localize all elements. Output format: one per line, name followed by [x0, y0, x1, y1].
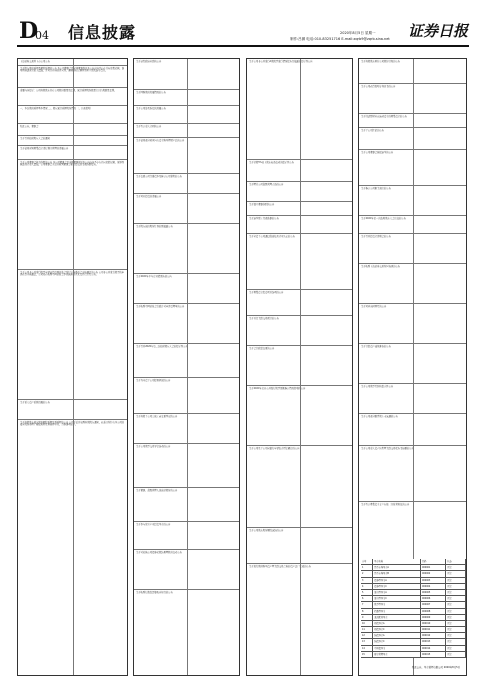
table-cell: 基金名称	[373, 559, 421, 564]
table-cell: 000013	[421, 639, 446, 644]
table-cell: 纯债基金A	[373, 633, 421, 638]
announcement-text: 重要内容提示：公司控股股东持有公司股份数量及比例，累计质押股份数量占其持股数量比例。	[20, 88, 117, 92]
table-cell: 纯债基金C	[373, 639, 421, 644]
announcement-text: 关于子公司注销的公告	[361, 128, 384, 132]
announcement-text: 关于可转换公司债券转股结果暨股份变动公告	[136, 550, 182, 554]
table-cell: 序号	[361, 559, 373, 564]
column-4	[358, 58, 467, 676]
table-cell: 000008	[421, 609, 446, 614]
table-cell: 5	[361, 590, 373, 595]
announcement-text: 关于控股股东增持公司股份计划的公告	[361, 59, 401, 63]
table-cell: 8	[361, 609, 373, 614]
table-cell: 000011	[421, 627, 446, 632]
announcement-text: 关于2020年半年度业绩预告的公告	[136, 274, 172, 278]
announcement-text: 关于公司非公开发行A股股票发行情况报告书披露的提示性公告	[249, 59, 313, 63]
announcement-text: 关于会计政策变更的公告	[249, 346, 275, 350]
announcement-text: 关于召开投资者说明会的公告	[361, 234, 391, 238]
date-line: 2020年8月5日 星期一	[340, 31, 376, 35]
announcement-text: 关于控股子公司完成工商变更登记的公告	[136, 414, 178, 418]
table-cell: 正常	[446, 602, 466, 607]
table-cell: 债券型基金C	[373, 584, 421, 589]
table-cell: 000001	[421, 565, 446, 570]
table-cell: 000014	[421, 646, 446, 651]
table-cell: 正常	[446, 639, 466, 644]
announcement-text: 关于召开临时股东大会的通知	[20, 136, 50, 140]
table-cell: 货币市场基金B	[373, 571, 421, 576]
table-cell: 正常	[446, 621, 466, 626]
table-row	[361, 652, 466, 658]
announcement-text: 关于公司股东股份解除冻结的公告	[249, 528, 284, 532]
announcement-text: 关于公司董事会换届选举的公告	[361, 150, 394, 154]
table-cell: 正常	[446, 615, 466, 620]
table-cell: 现金管理基金	[373, 652, 421, 657]
announcement-text: 关于股东减持股份计划的预披露公告	[136, 224, 173, 228]
table-cell: 正常	[446, 609, 466, 614]
page-number: 04	[35, 29, 49, 42]
column-divider	[187, 59, 188, 675]
table-cell: 指数型基金	[373, 609, 421, 614]
table-cell: 9	[361, 615, 373, 620]
table-cell: 000005	[421, 590, 446, 595]
section-letter: D	[19, 18, 39, 44]
announcement-text: 关于使用部分闲置自有资金购买理财产品的公告	[136, 138, 185, 142]
table-cell: 000002	[421, 571, 446, 576]
table-cell: 2	[361, 571, 373, 576]
table-cell: 11	[361, 627, 373, 632]
announcement-text: 关于发行股份购买资产暨关联交易之标的资产过户完成的公告	[249, 564, 312, 568]
column-2	[133, 58, 240, 676]
announcement-text: 关于公司涉及诉讼的进展公告	[136, 106, 166, 110]
table-cell: 13	[361, 639, 373, 644]
announcement-text: 关于董事、高级管理人员减持股份的公告	[136, 488, 178, 492]
announcement-text: 一、本次股份质押基本情况 二、股东累计质押股份情况 三、其他说明	[20, 106, 91, 110]
announcement-text: 关于收到上海证券交易所问询函的公告	[361, 264, 401, 268]
announcement-text: 关于股东股份质押及解除质押的公告 本公司董事会及全体董事保证本公告内容不存在任何虚假记载、误导性陈述或者重大遗漏，并对其内容的真实性、准确性和完整性承担个别及连带责任。	[20, 66, 125, 73]
editor-line: 制作:吕渊 电话:010-83251716 E-mail:zqrb9@zqrb.sina.net	[290, 37, 390, 41]
table-cell: 3	[361, 578, 373, 583]
table-cell: 000015	[421, 652, 446, 657]
announcement-text: 关于重大资产重组进展的公告	[20, 400, 50, 404]
announcement-text: 关于2020年度非公开发行股票预案修订情况说明的公告	[249, 386, 306, 390]
table-cell: 000003	[421, 578, 446, 583]
announcement-text: 关于参与设立产业投资基金的公告	[136, 522, 171, 526]
table-cell: 状态	[446, 559, 466, 564]
table-cell: 6	[361, 596, 373, 601]
table-cell: 正常	[446, 652, 466, 657]
fund-table	[361, 559, 466, 658]
table-cell: 正常	[446, 565, 466, 570]
announcement-text: 特此公告。董事会	[20, 124, 39, 128]
header-rule	[17, 45, 469, 47]
table-cell: 正常	[446, 584, 466, 589]
announcement-text: 关于选举职工代表监事的公告	[249, 216, 279, 220]
table-cell: 正常	[446, 571, 466, 576]
announcement-text: 关于签订募集资金专户存储三方监管协议的公告	[361, 502, 410, 506]
announcement-text: 关于独立董事辞职的公告	[249, 202, 275, 206]
table-cell: 中短债基金	[373, 646, 421, 651]
announcement-text: 关于公司非公开发行股票申请获得中国证监会发行审核委员会审核通过的公告 公司非公开发行股票的申请获得审核通过，公司将在收到中国证监会予以核准的正式文件后另行公告。	[20, 270, 125, 277]
table-cell: 短债基金C	[373, 627, 421, 632]
section-title: 信息披露	[68, 23, 137, 42]
table-cell: 000007	[421, 602, 446, 607]
table-cell: 混合型基金C	[373, 596, 421, 601]
table-cell: 灵活配置基金	[373, 615, 421, 620]
table-cell: 1	[361, 565, 373, 570]
table-cell: 14	[361, 646, 373, 651]
announcement-text: 关于签订重大合同的公告	[136, 124, 162, 128]
footer-note: 特此公告。基金管理有限公司 2020年8月5日	[411, 666, 460, 669]
announcement-text: 关于对问询函回复的公告	[361, 304, 387, 308]
announcement-text: 关于全资子公司通过高新技术企业认定的公告	[249, 234, 295, 238]
table-cell: 正常	[446, 578, 466, 583]
announcement-text: 关于控股股东部分股份解除质押及再质押的公告 公司于近日接到控股股东通知，获悉其所持有本公司的部分股份办理了解除质押及再质押手续，具体事项如下。	[20, 420, 125, 427]
table-cell: 短债基金A	[373, 621, 421, 626]
column-divider	[73, 59, 74, 675]
announcement-text: 关于聘任公司高级管理人员的公告	[249, 182, 284, 186]
announcement-text: 关于使用闲置募集资金进行现金管理的进展公告	[20, 146, 69, 150]
table-cell: 000010	[421, 621, 446, 626]
announcement-text: 关于持股5%以上股东权益变动的提示性公告	[249, 160, 294, 164]
announcement-text: 关于收到中国证监会行政许可申请受理单的公告	[136, 304, 185, 308]
table-cell: 4	[361, 584, 373, 589]
announcement-text: 关于回购股份进展情况的公告	[136, 90, 166, 94]
table-cell: 正常	[446, 646, 466, 651]
announcement-text: 关于收到行政处罚事先告知书的公告	[136, 590, 173, 594]
announcement-text: 关于归还暂时补充流动资金的募集资金的公告	[361, 114, 407, 118]
announcement-text: 关于公司获得发明专利证书的公告	[361, 84, 396, 88]
table-cell: 7	[361, 602, 373, 607]
table-cell: 债券型基金A	[373, 578, 421, 583]
announcement-text: 关于公司股票交易异常波动的公告	[136, 444, 171, 448]
announcement-text: 关于修订公司相关制度的公告	[361, 186, 391, 190]
table-cell: 正常	[446, 596, 466, 601]
column-3	[246, 58, 353, 676]
announcement-text: 关于变更公司注册资本及修订公司章程的公告	[136, 174, 182, 178]
page-header	[0, 0, 484, 46]
announcement-text: 关于公司部分限售股上市流通的公告	[361, 414, 398, 418]
announcement-text: 上海证券交易所上市公司公告	[20, 59, 50, 63]
announcement-text: 关于公司董事会秘书辞职的公告 本公司董事会及全体董事保证本公告内容不存在任何虚假记载、误导性陈述或者重大遗漏。公司董事会于近日收到董事会秘书提交的书面辞职报告。	[20, 160, 125, 167]
table-cell: 代码	[421, 559, 446, 564]
table-cell: 股票型基金	[373, 602, 421, 607]
announcement-text: 关于公司重大资产出售暨关联交易报告书摘要的公告	[361, 446, 414, 450]
table-cell: 12	[361, 633, 373, 638]
table-cell: 000004	[421, 584, 446, 589]
announcement-text: 关于召开2020年第二次临时股东大会的提示性公告	[136, 344, 188, 348]
announcement-text: 关于募集资金投资项目结项的公告	[249, 290, 284, 294]
announcement-text: 关于日常关联交易预计的公告	[249, 316, 279, 320]
table-cell: 000009	[421, 615, 446, 620]
announcement-text: 关于公司及子公司向银行申请综合授信额度的公告	[249, 446, 300, 450]
announcement-text: 关于2020年第一次临时股东大会决议的公告	[361, 216, 406, 220]
masthead-logo: 证券日报	[408, 22, 469, 40]
announcement-text: 关于获得政府补助的公告	[136, 59, 162, 63]
table-cell: 正常	[446, 627, 466, 632]
table-cell: 15	[361, 652, 373, 657]
announcement-text: 关于公司股票复牌的提示性公告	[361, 384, 394, 388]
table-cell: 10	[361, 621, 373, 626]
table-cell: 混合型基金A	[373, 590, 421, 595]
column-1	[17, 58, 128, 676]
announcement-text: 关于计提资产减值准备的公告	[361, 344, 391, 348]
table-cell: 正常	[446, 590, 466, 595]
table-cell: 000006	[421, 596, 446, 601]
column-divider	[300, 59, 301, 675]
table-cell: 货币市场基金A	[373, 565, 421, 570]
table-cell: 正常	[446, 633, 466, 638]
announcement-text: 关于对外投资的进展公告	[136, 194, 162, 198]
table-cell: 000012	[421, 633, 446, 638]
announcement-text: 关于为全资子公司提供担保的公告	[136, 378, 171, 382]
